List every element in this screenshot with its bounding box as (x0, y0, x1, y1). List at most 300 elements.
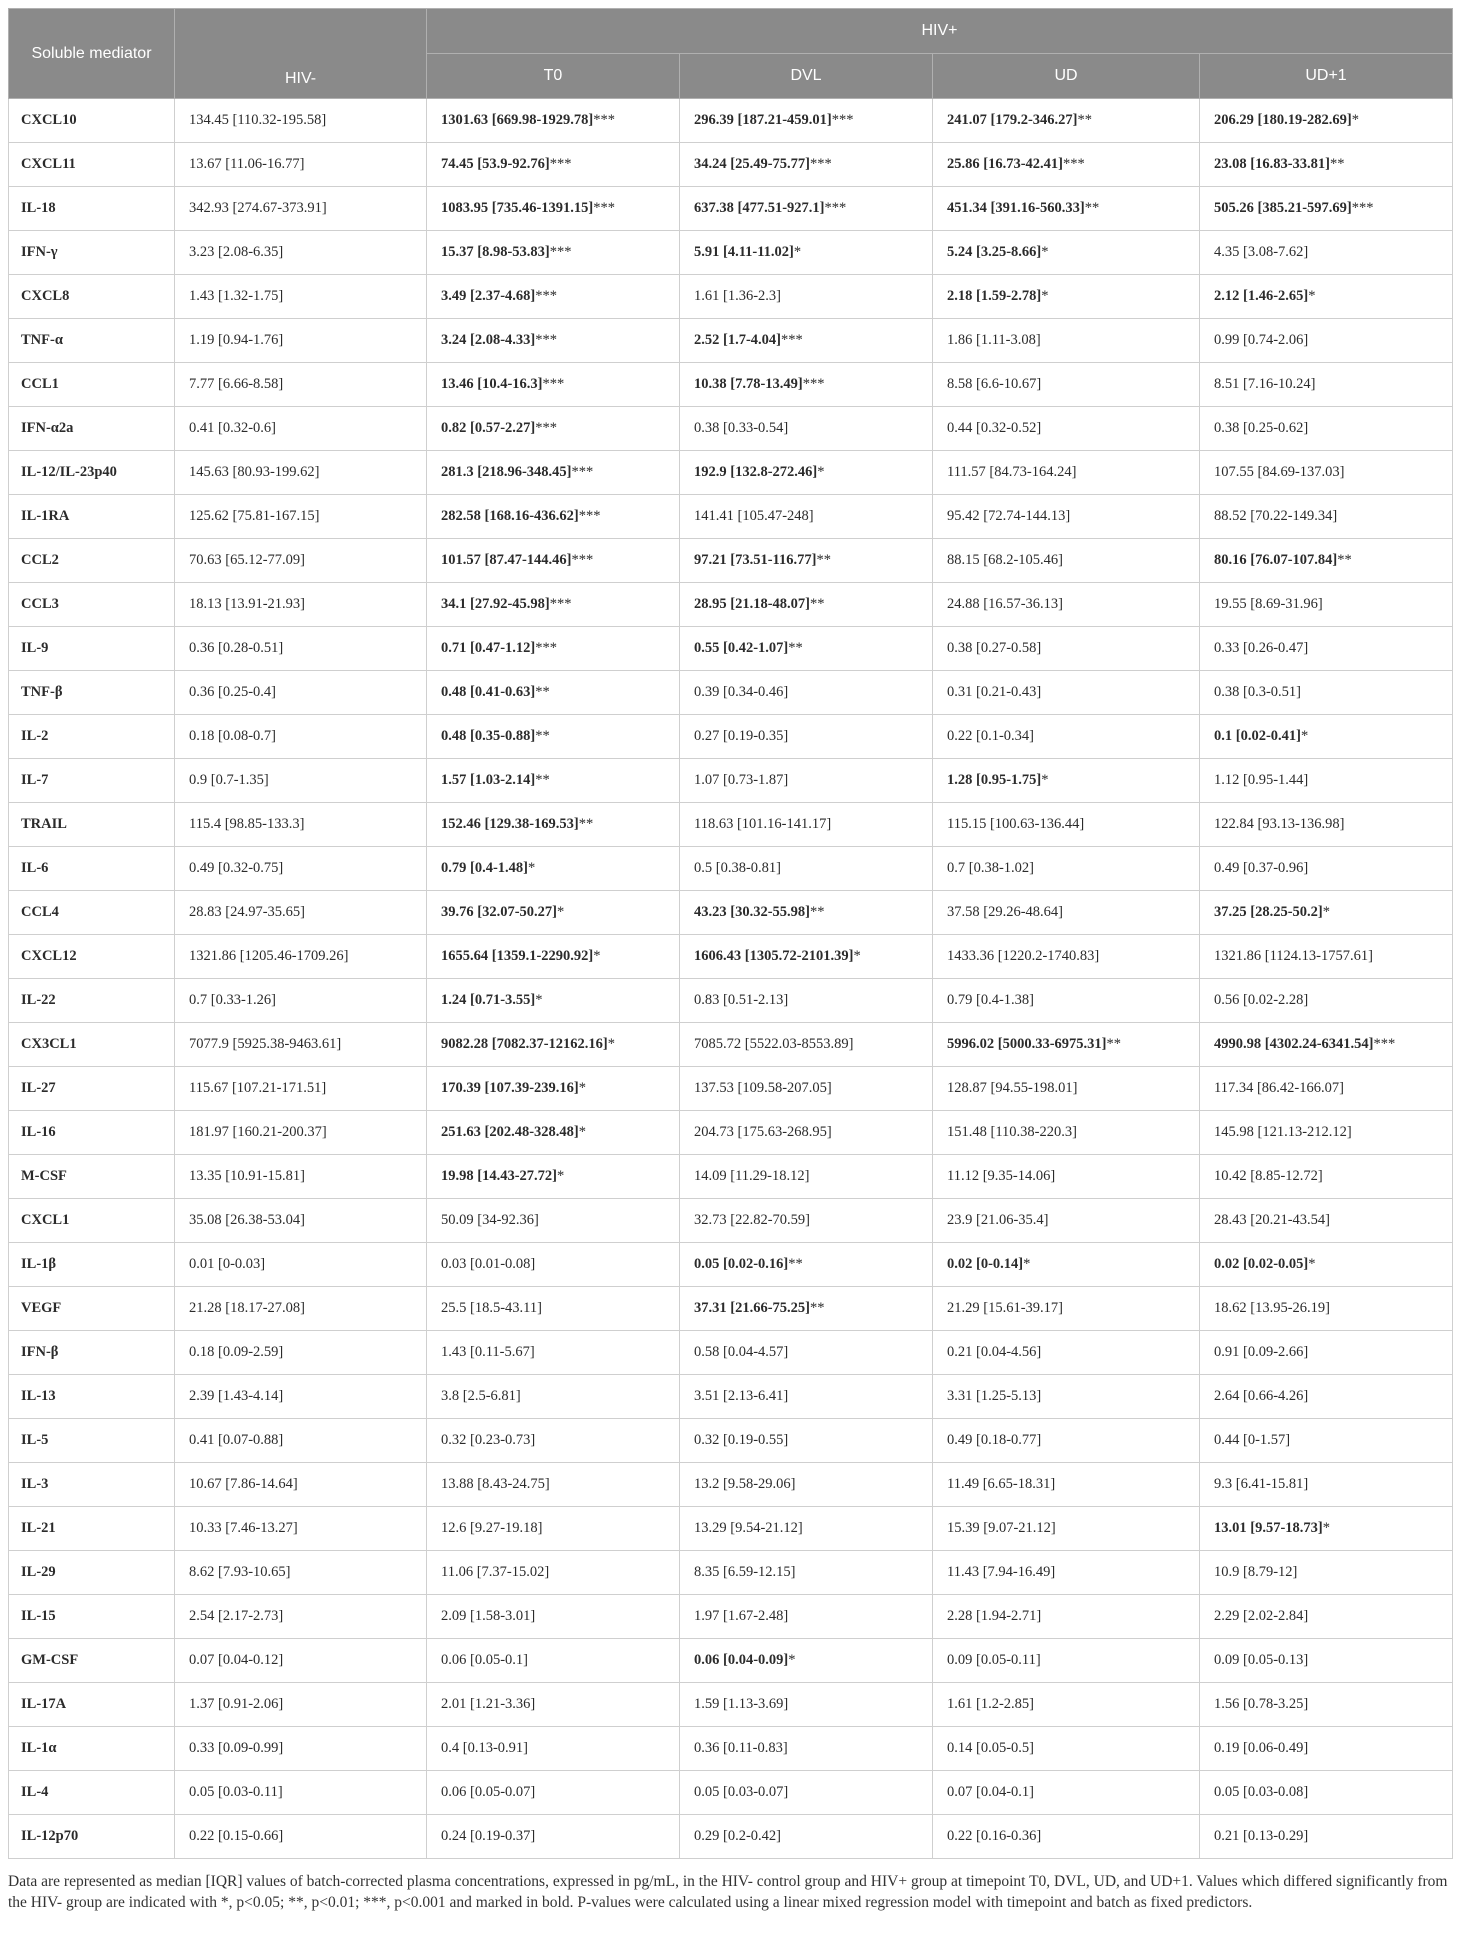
mediator-name: IL-27 (9, 1067, 175, 1111)
table-row (9, 1155, 1453, 1199)
cell-value: 10.67 [7.86-14.64] (189, 1476, 298, 1492)
cell-value: 0.06 [0.04-0.09] (694, 1652, 789, 1668)
cell-value: 1655.64 [1359.1-2290.92] (441, 948, 594, 964)
cell-value: 0.18 [0.08-0.7] (189, 728, 276, 744)
cell-value: 0.05 [0.03-0.07] (694, 1784, 789, 1800)
cell-value: 0.44 [0-1.57] (1214, 1432, 1291, 1448)
value-cell (1200, 1507, 1453, 1551)
mediator-name: IL-29 (9, 1551, 175, 1595)
cell-value: 117.34 [86.42-166.07] (1214, 1080, 1344, 1096)
cell-value: 8.35 [6.59-12.15] (694, 1564, 796, 1580)
cell-value: 1.61 [1.2-2.85] (947, 1696, 1034, 1712)
value-cell (175, 979, 427, 1023)
mediator-name: IL-17A (9, 1683, 175, 1727)
cell-value: 0.05 [0.03-0.08] (1214, 1784, 1309, 1800)
mediator-name: M-CSF (9, 1155, 175, 1199)
value-cell (933, 539, 1200, 583)
table-row (9, 1287, 1453, 1331)
value-cell (427, 1595, 680, 1639)
significance-stars: * (793, 244, 802, 260)
significance-stars: * (557, 1168, 565, 1184)
cell-value: 0.18 [0.09-2.59] (189, 1344, 284, 1360)
cell-value: 0.33 [0.26-0.47] (1214, 640, 1309, 656)
mediator-name: CCL3 (9, 583, 175, 627)
value-cell (933, 231, 1200, 275)
value-cell (175, 1771, 427, 1815)
value-cell (933, 1463, 1200, 1507)
value-cell (1200, 451, 1453, 495)
cell-value: 2.01 [1.21-3.36] (441, 1696, 536, 1712)
value-cell (933, 99, 1200, 143)
value-cell (933, 1639, 1200, 1683)
table-row (9, 363, 1453, 407)
cell-value: 11.49 [6.65-18.31] (947, 1476, 1056, 1492)
cell-value: 32.73 [22.82-70.59] (694, 1212, 810, 1228)
significance-stars: ** (1330, 156, 1345, 172)
cell-value: 0.38 [0.27-0.58] (947, 640, 1042, 656)
cell-value: 296.39 [187.21-459.01] (694, 112, 832, 128)
value-cell (680, 1023, 933, 1067)
value-cell (427, 1331, 680, 1375)
value-cell (175, 363, 427, 407)
value-cell (680, 1287, 933, 1331)
value-cell (175, 1639, 427, 1683)
cell-value: 128.87 [94.55-198.01] (947, 1080, 1078, 1096)
cell-value: 0.22 [0.16-0.36] (947, 1828, 1042, 1844)
value-cell (933, 1287, 1200, 1331)
value-cell (1200, 979, 1453, 1023)
cell-value: 21.28 [18.17-27.08] (189, 1300, 305, 1316)
cell-value: 50.09 [34-92.36] (441, 1212, 539, 1228)
table-row (9, 671, 1453, 715)
value-cell (680, 1683, 933, 1727)
value-cell (427, 1771, 680, 1815)
table-row (9, 803, 1453, 847)
value-cell (1200, 1287, 1453, 1331)
value-cell (933, 187, 1200, 231)
significance-stars: * (578, 1080, 586, 1096)
cell-value: 0.49 [0.18-0.77] (947, 1432, 1042, 1448)
cell-value: 39.76 [32.07-50.27] (441, 904, 557, 920)
value-cell (933, 451, 1200, 495)
cell-value: 115.15 [100.63-136.44] (947, 816, 1085, 832)
cell-value: 34.24 [25.49-75.77] (694, 156, 810, 172)
cell-value: 0.02 [0.02-0.05] (1214, 1256, 1309, 1272)
value-cell (175, 187, 427, 231)
cell-value: 7.77 [6.66-8.58] (189, 376, 284, 392)
mediator-name: TRAIL (9, 803, 175, 847)
table-row (9, 627, 1453, 671)
table-row (9, 1111, 1453, 1155)
value-cell (680, 1419, 933, 1463)
cell-value: 21.29 [15.61-39.17] (947, 1300, 1063, 1316)
significance-stars: *** (535, 332, 557, 348)
table-row (9, 539, 1453, 583)
significance-stars: ** (1337, 552, 1352, 568)
value-cell (427, 1067, 680, 1111)
mediator-name: VEGF (9, 1287, 175, 1331)
table-row (9, 1243, 1453, 1287)
table-row (9, 583, 1453, 627)
cell-value: 118.63 [101.16-141.17] (694, 816, 832, 832)
cell-value: 122.84 [93.13-136.98] (1214, 816, 1345, 832)
significance-stars: * (1351, 112, 1359, 128)
value-cell (1200, 1023, 1453, 1067)
value-cell (427, 1375, 680, 1419)
cell-value: 1321.86 [1124.13-1757.61] (1214, 948, 1373, 964)
significance-stars: * (1308, 1256, 1316, 1272)
value-cell (1200, 407, 1453, 451)
value-cell (680, 1507, 933, 1551)
value-cell (680, 1463, 933, 1507)
mediator-name: IL-4 (9, 1771, 175, 1815)
cell-value: 25.5 [18.5-43.11] (441, 1300, 542, 1316)
significance-stars: *** (824, 200, 847, 216)
significance-stars: *** (1373, 1036, 1396, 1052)
significance-stars: *** (535, 420, 557, 436)
value-cell (933, 847, 1200, 891)
cell-value: 37.25 [28.25-50.2] (1214, 904, 1323, 920)
significance-stars: ** (535, 772, 550, 788)
cell-value: 204.73 [175.63-268.95] (694, 1124, 832, 1140)
cell-value: 0.02 [0-0.14] (947, 1256, 1024, 1272)
header-ud1: UD+1 (1200, 54, 1453, 99)
cell-value: 37.58 [29.26-48.64] (947, 904, 1063, 920)
cell-value: 342.93 [274.67-373.91] (189, 200, 327, 216)
cell-value: 18.13 [13.91-21.93] (189, 596, 305, 612)
mediator-name: IFN-α2a (9, 407, 175, 451)
value-cell (427, 803, 680, 847)
value-cell (427, 935, 680, 979)
cell-value: 0.38 [0.33-0.54] (694, 420, 789, 436)
value-cell (933, 715, 1200, 759)
value-cell (175, 759, 427, 803)
value-cell (680, 1199, 933, 1243)
mediator-name: IL-1RA (9, 495, 175, 539)
table-row (9, 715, 1453, 759)
value-cell (933, 1815, 1200, 1859)
cell-value: 0.33 [0.09-0.99] (189, 1740, 284, 1756)
cell-value: 137.53 [109.58-207.05] (694, 1080, 832, 1096)
value-cell (680, 1771, 933, 1815)
value-cell (680, 979, 933, 1023)
value-cell (427, 1199, 680, 1243)
cell-value: 8.58 [6.6-10.67] (947, 376, 1042, 392)
significance-stars: *** (593, 200, 615, 216)
cell-value: 1.07 [0.73-1.87] (694, 772, 789, 788)
mediator-name: IL-15 (9, 1595, 175, 1639)
cell-value: 1.59 [1.13-3.69] (694, 1696, 789, 1712)
cell-value: 0.55 [0.42-1.07] (694, 640, 789, 656)
value-cell (933, 1375, 1200, 1419)
value-cell (175, 1023, 427, 1067)
value-cell (1200, 363, 1453, 407)
table-row (9, 1507, 1453, 1551)
table-row (9, 143, 1453, 187)
value-cell (175, 1595, 427, 1639)
value-cell (933, 143, 1200, 187)
cell-value: 28.83 [24.97-35.65] (189, 904, 305, 920)
significance-stars: * (557, 904, 565, 920)
cell-value: 11.06 [7.37-15.02] (441, 1564, 550, 1580)
value-cell (427, 1639, 680, 1683)
value-cell (933, 1023, 1200, 1067)
table-row (9, 99, 1453, 143)
table-row (9, 187, 1453, 231)
cell-value: 11.43 [7.94-16.49] (947, 1564, 1056, 1580)
value-cell (175, 1155, 427, 1199)
cell-value: 28.43 [20.21-43.54] (1214, 1212, 1330, 1228)
cell-value: 88.15 [68.2-105.46] (947, 552, 1063, 568)
value-cell (427, 1243, 680, 1287)
cell-value: 0.44 [0.32-0.52] (947, 420, 1042, 436)
table-footnote: Data are represented as median [IQR] values of batch-corrected plasma concentrations, expressed in pg/mL, in the HIV- control group and HIV+ group at timepoint T0, DVL, UD, and UD+1. Values which differed significantly from the HIV- group are indicated with *, p<0.05; **, p<0.01; ***, p<0.001 and marked in bold. P-values were calculated using a linear mixed regression model with timepoint and batch as fixed predictors. (8, 1873, 1448, 1911)
cell-value: 111.57 [84.73-164.24] (947, 464, 1077, 480)
cell-value: 13.35 [10.91-15.81] (189, 1168, 305, 1184)
mediator-name: IL-22 (9, 979, 175, 1023)
cell-value: 115.67 [107.21-171.51] (189, 1080, 327, 1096)
header-dvl: DVL (680, 54, 933, 99)
mediator-name: CCL2 (9, 539, 175, 583)
value-cell (680, 671, 933, 715)
cell-value: 13.2 [9.58-29.06] (694, 1476, 796, 1492)
mediator-name: IL-1β (9, 1243, 175, 1287)
value-cell (427, 143, 680, 187)
cell-value: 0.91 [0.09-2.66] (1214, 1344, 1309, 1360)
mediator-name: IL-18 (9, 187, 175, 231)
value-cell (1200, 847, 1453, 891)
value-cell (427, 319, 680, 363)
cell-value: 8.62 [7.93-10.65] (189, 1564, 291, 1580)
value-cell (1200, 1243, 1453, 1287)
value-cell (680, 715, 933, 759)
value-cell (933, 627, 1200, 671)
value-cell (427, 891, 680, 935)
value-cell (427, 1463, 680, 1507)
cell-value: 0.19 [0.06-0.49] (1214, 1740, 1309, 1756)
cell-value: 95.42 [72.74-144.13] (947, 508, 1071, 524)
value-cell (933, 407, 1200, 451)
cell-value: 0.41 [0.32-0.6] (189, 420, 276, 436)
value-cell (680, 407, 933, 451)
significance-stars: ** (1077, 112, 1092, 128)
value-cell (933, 1155, 1200, 1199)
value-cell (933, 275, 1200, 319)
value-cell (175, 803, 427, 847)
table-row (9, 407, 1453, 451)
value-cell (175, 1507, 427, 1551)
cell-value: 23.08 [16.83-33.81] (1214, 156, 1330, 172)
mediator-name: IFN-β (9, 1331, 175, 1375)
mediator-name: GM-CSF (9, 1639, 175, 1683)
significance-stars: ** (535, 728, 550, 744)
value-cell (175, 847, 427, 891)
cell-value: 0.7 [0.33-1.26] (189, 992, 276, 1008)
cell-value: 0.21 [0.13-0.29] (1214, 1828, 1309, 1844)
cell-value: 80.16 [76.07-107.84] (1214, 552, 1338, 568)
mediator-name: IL-7 (9, 759, 175, 803)
value-cell (680, 803, 933, 847)
cell-value: 1.28 [0.95-1.75] (947, 772, 1042, 788)
value-cell (427, 1815, 680, 1859)
cell-value: 0.56 [0.02-2.28] (1214, 992, 1309, 1008)
mediator-name: IL-1α (9, 1727, 175, 1771)
cell-value: 0.48 [0.35-0.88] (441, 728, 536, 744)
value-cell (1200, 1375, 1453, 1419)
cell-value: 0.27 [0.19-0.35] (694, 728, 789, 744)
value-cell (175, 1199, 427, 1243)
value-cell (933, 1507, 1200, 1551)
mediator-name: CXCL12 (9, 935, 175, 979)
cell-value: 0.38 [0.3-0.51] (1214, 684, 1301, 700)
value-cell (427, 407, 680, 451)
cell-value: 3.49 [2.37-4.68] (441, 288, 536, 304)
mediator-name: CCL4 (9, 891, 175, 935)
value-cell (1200, 319, 1453, 363)
value-cell (933, 1727, 1200, 1771)
value-cell (680, 847, 933, 891)
cell-value: 145.63 [80.93-199.62] (189, 464, 320, 480)
significance-stars: *** (810, 156, 832, 172)
table-row (9, 935, 1453, 979)
significance-stars: * (1041, 288, 1049, 304)
cell-value: 1433.36 [1220.2-1740.83] (947, 948, 1100, 964)
value-cell (1200, 1419, 1453, 1463)
table-row (9, 1639, 1453, 1683)
mediator-name: TNF-α (9, 319, 175, 363)
table-row (9, 1595, 1453, 1639)
significance-stars: *** (571, 552, 594, 568)
value-cell (680, 143, 933, 187)
mediator-name: CX3CL1 (9, 1023, 175, 1067)
cell-value: 2.52 [1.7-4.04] (694, 332, 781, 348)
value-cell (680, 759, 933, 803)
value-cell (933, 671, 1200, 715)
cell-value: 19.98 [14.43-27.72] (441, 1168, 557, 1184)
cell-value: 125.62 [75.81-167.15] (189, 508, 320, 524)
value-cell (427, 275, 680, 319)
significance-stars: *** (549, 156, 572, 172)
significance-stars: * (1041, 772, 1049, 788)
value-cell (175, 99, 427, 143)
mediator-name: IL-6 (9, 847, 175, 891)
value-cell (427, 759, 680, 803)
cell-value: 0.07 [0.04-0.1] (947, 1784, 1034, 1800)
cell-value: 1.97 [1.67-2.48] (694, 1608, 789, 1624)
cell-value: 145.98 [121.13-212.12] (1214, 1124, 1352, 1140)
table-row (9, 979, 1453, 1023)
value-cell (680, 99, 933, 143)
value-cell (427, 539, 680, 583)
cell-value: 1301.63 [669.98-1929.78] (441, 112, 594, 128)
header-t0: T0 (427, 54, 680, 99)
significance-stars: *** (578, 508, 601, 524)
value-cell (175, 891, 427, 935)
value-cell (175, 1243, 427, 1287)
value-cell (1200, 803, 1453, 847)
significance-stars: * (817, 464, 825, 480)
significance-stars: ** (1084, 200, 1100, 216)
value-cell (427, 231, 680, 275)
cell-value: 88.52 [70.22-149.34] (1214, 508, 1338, 524)
value-cell (1200, 627, 1453, 671)
value-cell (933, 803, 1200, 847)
value-cell (1200, 1199, 1453, 1243)
value-cell (933, 1771, 1200, 1815)
table-row (9, 319, 1453, 363)
value-cell (175, 1815, 427, 1859)
value-cell (427, 495, 680, 539)
value-cell (427, 1287, 680, 1331)
significance-stars: ** (816, 552, 831, 568)
value-cell (933, 1331, 1200, 1375)
value-cell (680, 539, 933, 583)
value-cell (427, 99, 680, 143)
cell-value: 1.43 [1.32-1.75] (189, 288, 284, 304)
significance-stars: * (1322, 1520, 1330, 1536)
mediator-name: CXCL10 (9, 99, 175, 143)
cell-value: 13.46 [10.4-16.3] (441, 376, 543, 392)
cell-value: 43.23 [30.32-55.98] (694, 904, 810, 920)
cell-value: 2.64 [0.66-4.26] (1214, 1388, 1309, 1404)
table-row (9, 1331, 1453, 1375)
significance-stars: * (788, 1652, 796, 1668)
cell-value: 18.62 [13.95-26.19] (1214, 1300, 1330, 1316)
value-cell (175, 407, 427, 451)
table-row (9, 1419, 1453, 1463)
cell-value: 152.46 [129.38-169.53] (441, 816, 579, 832)
value-cell (175, 627, 427, 671)
significance-stars: * (1322, 904, 1330, 920)
value-cell (933, 1243, 1200, 1287)
table-row (9, 847, 1453, 891)
value-cell (175, 671, 427, 715)
cell-value: 1.61 [1.36-2.3] (694, 288, 781, 304)
cell-value: 0.36 [0.28-0.51] (189, 640, 284, 656)
cell-value: 0.79 [0.4-1.38] (947, 992, 1034, 1008)
value-cell (427, 1551, 680, 1595)
value-cell (680, 1243, 933, 1287)
cell-value: 0.41 [0.07-0.88] (189, 1432, 284, 1448)
table-row (9, 275, 1453, 319)
cell-value: 241.07 [179.2-346.27] (947, 112, 1078, 128)
value-cell (175, 1551, 427, 1595)
value-cell (680, 1067, 933, 1111)
value-cell (1200, 495, 1453, 539)
value-cell (427, 451, 680, 495)
significance-stars: * (528, 860, 536, 876)
table-row (9, 495, 1453, 539)
value-cell (427, 1155, 680, 1199)
cell-value: 0.05 [0.02-0.16] (694, 1256, 789, 1272)
cell-value: 3.23 [2.08-6.35] (189, 244, 284, 260)
value-cell (175, 1683, 427, 1727)
value-cell (175, 1287, 427, 1331)
cell-value: 70.63 [65.12-77.09] (189, 552, 305, 568)
value-cell (1200, 1683, 1453, 1727)
value-cell (680, 891, 933, 935)
value-cell (1200, 99, 1453, 143)
cell-value: 0.5 [0.38-0.81] (694, 860, 781, 876)
cell-value: 1606.43 [1305.72-2101.39] (694, 948, 854, 964)
value-cell (933, 1111, 1200, 1155)
cell-value: 0.36 [0.11-0.83] (694, 1740, 788, 1756)
cell-value: 35.08 [26.38-53.04] (189, 1212, 305, 1228)
cell-value: 97.21 [73.51-116.77] (694, 552, 817, 568)
cell-value: 34.1 [27.92-45.98] (441, 596, 550, 612)
mediator-name: IL-12p70 (9, 1815, 175, 1859)
mediator-name: IL-21 (9, 1507, 175, 1551)
